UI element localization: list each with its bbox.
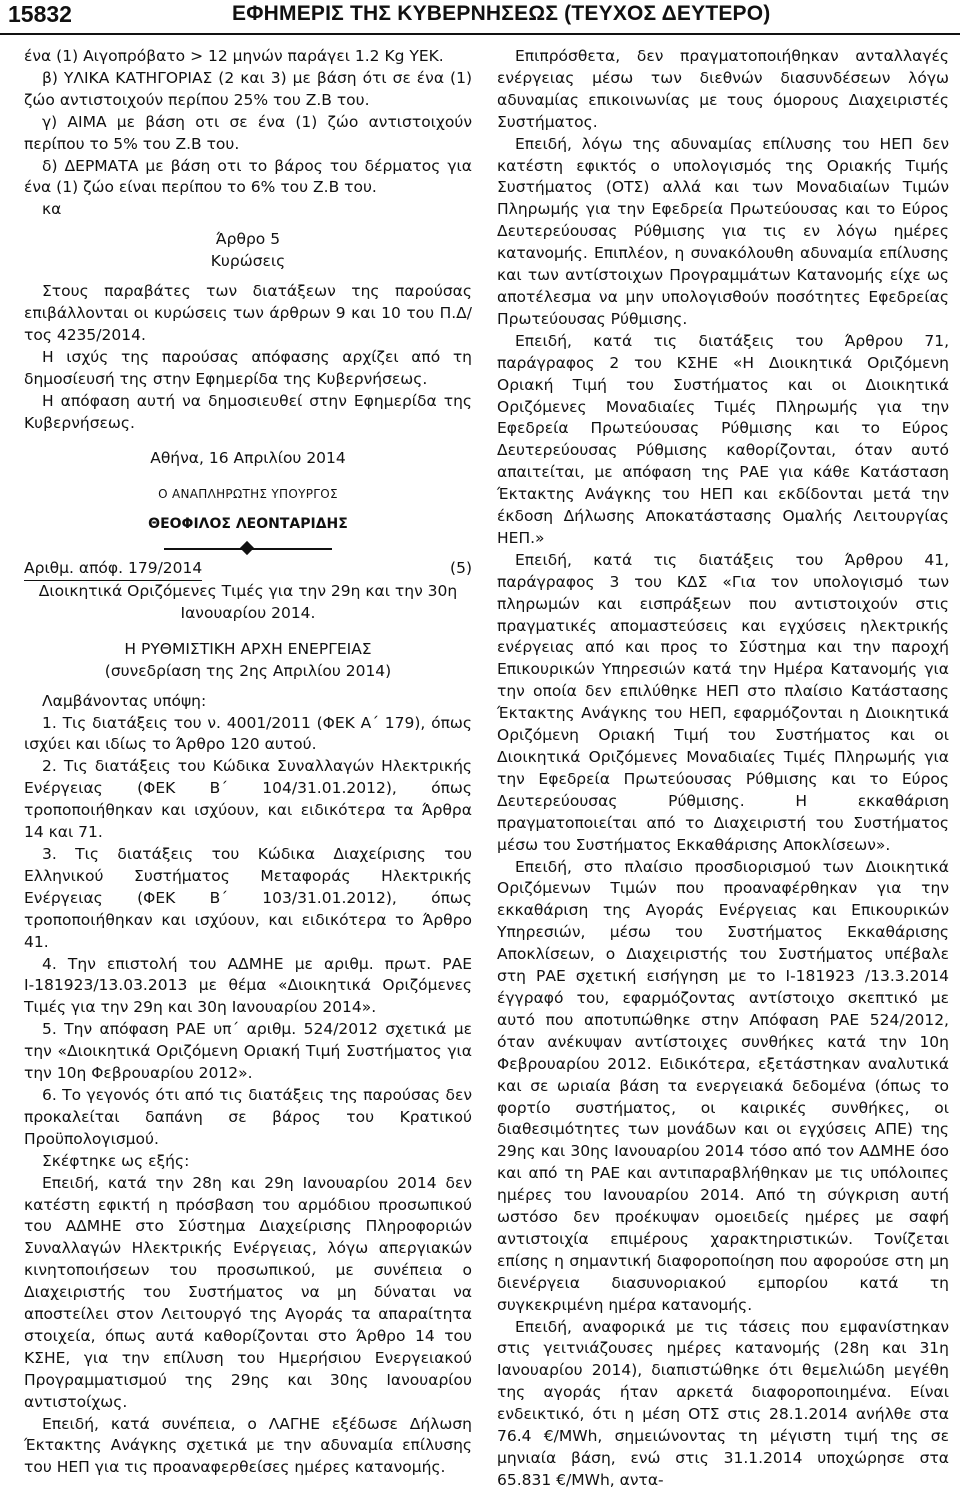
page-header: [0, 0, 960, 32]
paragraph: δ) ΔΕΡΜΑΤΑ με βάση οτι το βάρος του δέρματος για ένα (1) ζώο είναι περίπου το 6% του Ζ.Β του.: [24, 156, 472, 197]
paragraph: 1. Τις διατάξεις του ν. 4001/2011 (ΦΕΚ Α΄ 179), όπως ισχύει και ιδίως το Άρθρο 120 αυτού.: [24, 713, 472, 754]
decision-header: [24, 558, 472, 581]
session-info: (συνεδρίαση της 2ης Απριλίου 2014): [104, 661, 392, 680]
signatory-role: Ο ΑΝΑΠΛΗΡΩΤΗΣ ΥΠΟΥΡΓΟΣ: [158, 487, 338, 502]
paragraph: Η ισχύς της παρούσας απόφασης αρχίζει από τη δημοσίευσή της στην Εφημερίδα της Κυβερνήσεως.: [24, 347, 472, 388]
diamond-icon: [240, 541, 254, 555]
paragraph: Επειδή, αναφορικά με τις τάσεις που εμφανίστηκαν στις γειτνιάζουσες ημέρες κατανομής (28η και 31η Ιανουαρίου 2014), διαπιστώθηκε ότι θεμελιώδη μεγέθη της αγοράς ήταν αρκετά διαφοροποιημένα. Είναι ενδεικτικό, ότι η μέση ΟΤΣ στις 28.1.2014 ανήλθε στα 76.4 €/MWh, σημειώνοντας τη μέγιστη τιμή της σε μηνιαία βάση, ενώ στις 31.1.2014 υποχώρησε στα 65.831 €/MWh, αντα-: [497, 1317, 949, 1489]
right-column: [497, 46, 949, 1492]
paragraph: Επιπρόσθετα, δεν πραγματοποιήθηκαν ανταλλαγές ενέργειας μέσω των διεθνών διασυνδέσεων λόγω αδυναμίας επικοινωνίας με τους όμορους Διαχειριστές Συστήματος.: [497, 47, 949, 131]
paragraph: Στους παραβάτες των διατάξεων της παρούσας επιβάλλονται οι κυρώσεις των άρθρων 9 και 10 του Π.Δ/τος 4235/2014.: [24, 282, 472, 344]
paragraph: Επειδή, κατά τις διατάξεις του Άρθρου 71, παράγραφος 2 του ΚΣΗΕ «Η Διοικητικά Οριζόμενη Οριακή Τιμή του Συστήματος και οι Διοικητικά Οριζόμενες Μοναδιαίες Τιμές Πληρωμής για την Εφεδρεία Πρωτεύουσας Ρύθμισης και το Εύρος Δευτερεύουσας Ρύθμισης καθορίζονται, όταν αυτό απαιτείται, με απόφαση της ΡΑΕ για κάθε Κατάσταση Έκτακτης Ανάγκης του ΗΕΠ και εκδίδονται μετά την έκδοση Δήλωσης Αποκατάστασης Ομαλής Λειτουργίας ΗΕΠ.»: [497, 331, 949, 547]
paragraph: Επειδή, κατά συνέπεια, ο ΛΑΓΗΕ εξέδωσε Δήλωση Έκτακτης Ανάγκης σχετικά με την αδυναμία επίλυσης του ΗΕΠ για τις προαναφερθείσες ημέρες κατανομής.: [24, 1414, 472, 1477]
article-subtitle: Κυρώσεις: [210, 252, 286, 271]
paragraph: 5. Την απόφαση ΡΑΕ υπ΄ αριθμ. 524/2012 σχετικά με την «Διοικητικά Οριζόμενη Οριακή Τιμή Συστήματος για την 10η Φεβρουαρίου 2012».: [24, 1020, 472, 1083]
header-rule: [0, 33, 960, 35]
decision-number: Αριθμ. απόφ. 179/2014: [24, 558, 202, 581]
authority-name: Η ΡΥΘΜΙΣΤΙΚΗ ΑΡΧΗ ΕΝΕΡΓΕΙΑΣ: [124, 639, 372, 658]
paragraph: 4. Την επιστολή του ΑΔΜΗΕ με αριθμ. πρωτ. ΡΑΕ Ι-181923/13.03.2013 με θέμα «Διοικητικά Οριζόμενες Τιμές για την 29η και 30η Ιανουαρίου 2014».: [24, 954, 472, 1017]
paragraph: ένα (1) Αιγοπρόβατο > 12 μηνών παράγει 1.2 Kg ΥΕΚ.: [24, 47, 444, 65]
place-date: Αθήνα, 16 Απριλίου 2014: [150, 449, 346, 468]
paragraph: Επειδή, στο πλαίσιο προσδιορισμού των Διοικητικά Οριζόμενων Τιμών που προαναφέρθηκαν για την εκκαθάριση της Αγοράς Ενέργειας και Επικουρικών Υπηρεσιών, μέσω του Συστήματος Εκκαθάρισης Αποκλίσεων, ο Διαχειριστής του Συστήματος υπέβαλε στη ΡΑΕ σχετική εισήγηση με το Ι-181923 /13.3.2014 έγγραφό του, εφαρμόζοντας αντίστοιχο σκεπτικό με αυτό που αποτυπώθηκε στην Απόφαση ΡΑΕ 524/2012, όταν ανέκυψαν αντίστοιχες συνθήκες κατά την 10η Φεβρουαρίου 2012. Ειδικότερα, εξετάστηκαν αναλυτικά και σε ωριαία βάση τα ενεργειακά δεδομένα (όπως το φορτίο συστήματος, οι καιρικές συνθήκες, οι διαθεσιμότητες των μονάδων και οι εγχύσεις ΑΠΕ) της 29ης και 30ης Ιανουαρίου 2014 τόσο από τον ΑΔΜΗΕ όσο και από τη ΡΑΕ και αντιπαραβλήθηκαν με τις υπόλοιπες ημέρες του Ιανουαρίου 2014. Από τη σύγκριση αυτή ωστόσο δεν προέκυψαν ομοειδείς ημέρες με σαφή αντιστοιχία επιμέρους χαρακτηριστικών. Τονίζεται επίσης η σημαντική διαφοροποίηση που αφορούσε στη μη διενέργεια διασυνοριακού εμπορίου κατά τη συγκεκριμένη ημέρα κατανομής.: [497, 857, 949, 1314]
paragraph: 6. Το γεγονός ότι από τις διατάξεις της παρούσας δεν προκαλείται δαπάνη σε βάρος του Κρατικού Προϋπολογισμού.: [24, 1085, 472, 1148]
page-number: 15832: [8, 1, 72, 27]
paragraph: β) ΥΛΙΚΑ ΚΑΤΗΓΟΡΙΑΣ (2 και 3) με βάση ότι σε ένα (1) ζώο αντιστοιχούν περίπου 25% του Ζ.Β του.: [24, 68, 472, 109]
left-column: [24, 46, 472, 1479]
paragraph: Επειδή, λόγω της αδυναμίας επίλυσης του ΗΕΠ δεν κατέστη εφικτός ο υπολογισμός της Οριακής Τιμής Συστήματος (ΟΤΣ) αλλά και των Μοναδιαίων Τιμών Πληρωμής για την Εφεδρεία Πρωτεύουσας και το Εύρος Δευτερεύουσας Ρύθμισης για τις εν λόγω ημέρες κατανομής. Επιπλέον, η συνακόλουθη αδυναμία επίλυσης και των αντίστοιχων Προγραμμάτων Κατανομής είχε ως αποτέλεσμα να μην υπολογισθούν ποσότητες Εφεδρείας Πρωτεύουσας Ρύθμισης.: [497, 134, 949, 328]
paragraph: 3. Τις διατάξεις του Κώδικα Διαχείρισης του Ελληνικού Συστήματος Μεταφοράς Ηλεκτρικής Ενέργειας (ΦΕΚ Β΄ 103/31.01.2012), όπως τροποποιήθηκαν και ισχύουν, και ειδικότερα το Άρθρο 41.: [24, 845, 472, 951]
decision-index: (5): [450, 559, 472, 578]
paragraph: Η απόφαση αυτή να δημοσιευθεί στην Εφημερίδα της Κυβερνήσεως.: [24, 391, 472, 432]
paragraph: 2. Τις διατάξεις του Κώδικα Συναλλαγών Ηλεκτρικής Ενέργειας (ΦΕΚ Β΄ 104/31.01.2012), όπως τροποποιήθηκαν και ισχύουν, και ειδικότερα τα Άρθρα 14 και 71.: [24, 757, 472, 842]
decision-title: Διοικητικά Οριζόμενες Τιμές για την 29η και την 30η Ιανουαρίου 2014.: [38, 582, 458, 622]
paragraph: κα: [42, 200, 62, 219]
paragraph: Επειδή, κατά τις διατάξεις του Άρθρου 41, παράγραφος 3 του ΚΔΣ «Για τον υπολογισμό των πληρωμών και εισπράξεων που αντιστοιχούν στις πραγματικές απομαστεύσεις και εγχύσεις ηλεκτρικής ενέργειας από και προς το Σύστημα και την παροχή Επικουρικών Υπηρεσιών κατά την Ημέρα Κατανομής για την οποία δεν επιλύθηκε ΗΕΠ στο πλαίσιο Κατάστασης Έκτακτης Ανάγκης του ΗΕΠ, εφαρμόζονται η Διοικητικά Οριζόμενη Οριακή Τιμή του Συστήματος και οι Διοικητικά Οριζόμενες Μοναδιαίες Τιμές Πληρωμής για την Εφεδρεία Πρωτεύουσας Ρύθμισης και το Εύρος Δευτερεύουσας Ρύθμισης. Η εκκαθάριση πραγματοποιείται από το Διαχειριστή του Συστήματος μέσω του Συστήματος Εκκαθάρισης Αποκλίσεων».: [497, 550, 949, 854]
paragraph: Επειδή, κατά την 28η και 29η Ιανουαρίου 2014 δεν κατέστη εφικτή η πρόσβαση του αρμόδιου προσωπικού του ΑΔΜΗΕ στο Σύστημα Διαχείρισης Πληροφοριών Συναλλαγών Ηλεκτρικής Ενέργειας, λόγω απεργιακών κινητοποιήσεων του προσωπικού, με συνέπεια ο Διαχειριστής του Συστήματος να μη δύναται να αποστείλει στον Λειτουργό της Αγοράς τα απαραίτητα στοιχεία, όπως αυτά καθορίζονται στο Άρθρο 14 του ΚΣΗΕ, για την επίλυση του Ημερήσιου Ενεργειακού Προγραμματισμού της 29ης και 30ης Ιανουαρίου αντιστοίχως.: [24, 1173, 472, 1411]
paragraph: γ) ΑΙΜΑ με βάση οτι σε ένα (1) ζώο αντιστοιχούν περίπου το 5% του Ζ.Β του.: [24, 112, 472, 153]
paragraph: Λαμβάνοντας υπόψη:: [42, 691, 207, 710]
section-divider: [24, 540, 472, 556]
running-title: ΕΦΗΜΕΡΙΣ ΤΗΣ ΚΥΒΕΡΝΗΣΕΩΣ (ΤΕΥΧΟΣ ΔΕΥΤΕΡΟ): [232, 2, 771, 25]
article-title: Άρθρο 5: [215, 230, 281, 249]
paragraph: Σκέφτηκε ως εξής:: [42, 1151, 190, 1170]
signatory-name: ΘΕΟΦΙΛΟΣ ΛΕΟΝΤΑΡΙΔΗΣ: [148, 516, 348, 533]
